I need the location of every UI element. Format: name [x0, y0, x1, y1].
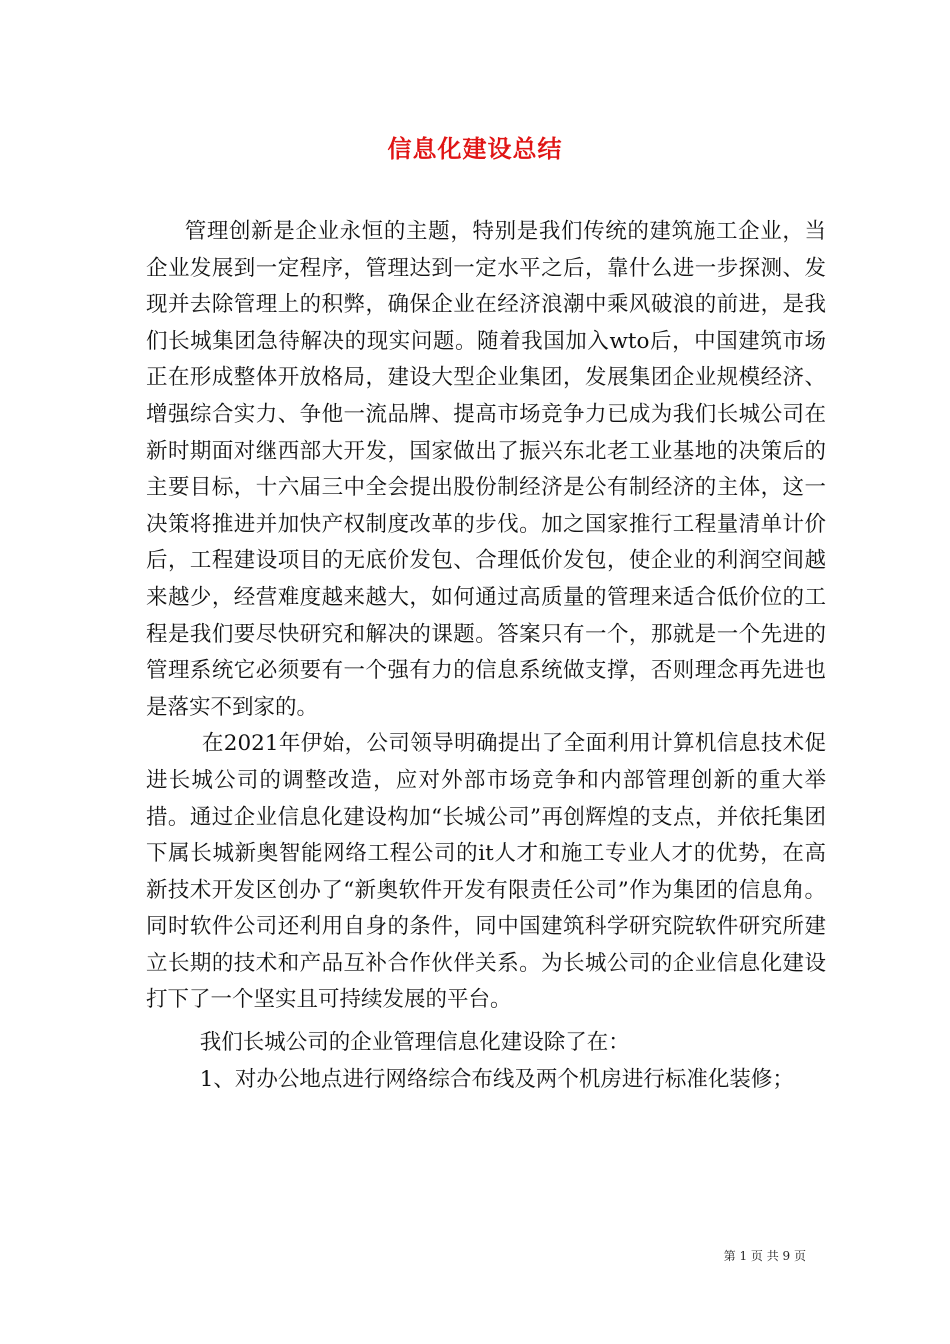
paragraph-2: 在2021年伊始，公司领导明确提出了全面利用计算机信息技术促进长城公司的调整改造，应对外部市场竞争和内部管理创新的重大举措。通过企业信息化建设构加“长城公司”再创辉煌的支点，并依托集团下属长城新奥智能网络工程公司的it人才和施工专业人才的优势，在高新技术开发区创办了“新奥软件开发有限责任公司”作为集团的信息角。同时软件公司还利用自身的条件，同中国建筑科学研究院软件研究所建立长期的技术和产品互补合作伙伴关系。为长城公司的企业信息化建设打下了一个坚实且可持续发展的平台。	[146, 731, 826, 1013]
paragraph-3: 我们长城公司的企业管理信息化建设除了在：	[199, 1030, 630, 1056]
document-body	[146, 214, 826, 1098]
page-number: 第 1 页 共 9 页	[723, 1249, 806, 1263]
paragraph-1: 管理创新是企业永恒的主题，特别是我们传统的建筑施工企业，当企业发展到一定程序，管理达到一定水平之后，靠什么进一步探测、发现并去除管理上的积弊，确保企业在经济浪潮中乘风破浪的前进，是我们长城集团急待解决的现实问题。随着我国加入wto后，中国建筑市场正在形成整体开放格局，建设大型企业集团，发展集团企业规模经济、增强综合实力、争他一流品牌、提高市场竞争力已成为我们长城公司在新时期面对继西部大开发，国家做出了振兴东北老工业基地的决策后的主要目标，十六届三中全会提出股份制经济是公有制经济的主体，这一决策将推进并加快产权制度改革的步伐。加之国家推行工程量清单计价后，工程建设项目的无底价发包、合理低价发包，使企业的利润空间越来越少，经营难度越来越大，如何通过高质量的管理来适合低价位的工程是我们要尽快研究和解决的课题。答案只有一个，那就是一个先进的管理系统它必须要有一个强有力的信息系统做支撑，否则理念再先进也是落实不到家的。	[146, 219, 826, 720]
paragraph-4: 1、对办公地点进行网络综合布线及两个机房进行标准化装修；	[199, 1066, 794, 1092]
document-title: 信息化建设总结	[387, 135, 563, 163]
